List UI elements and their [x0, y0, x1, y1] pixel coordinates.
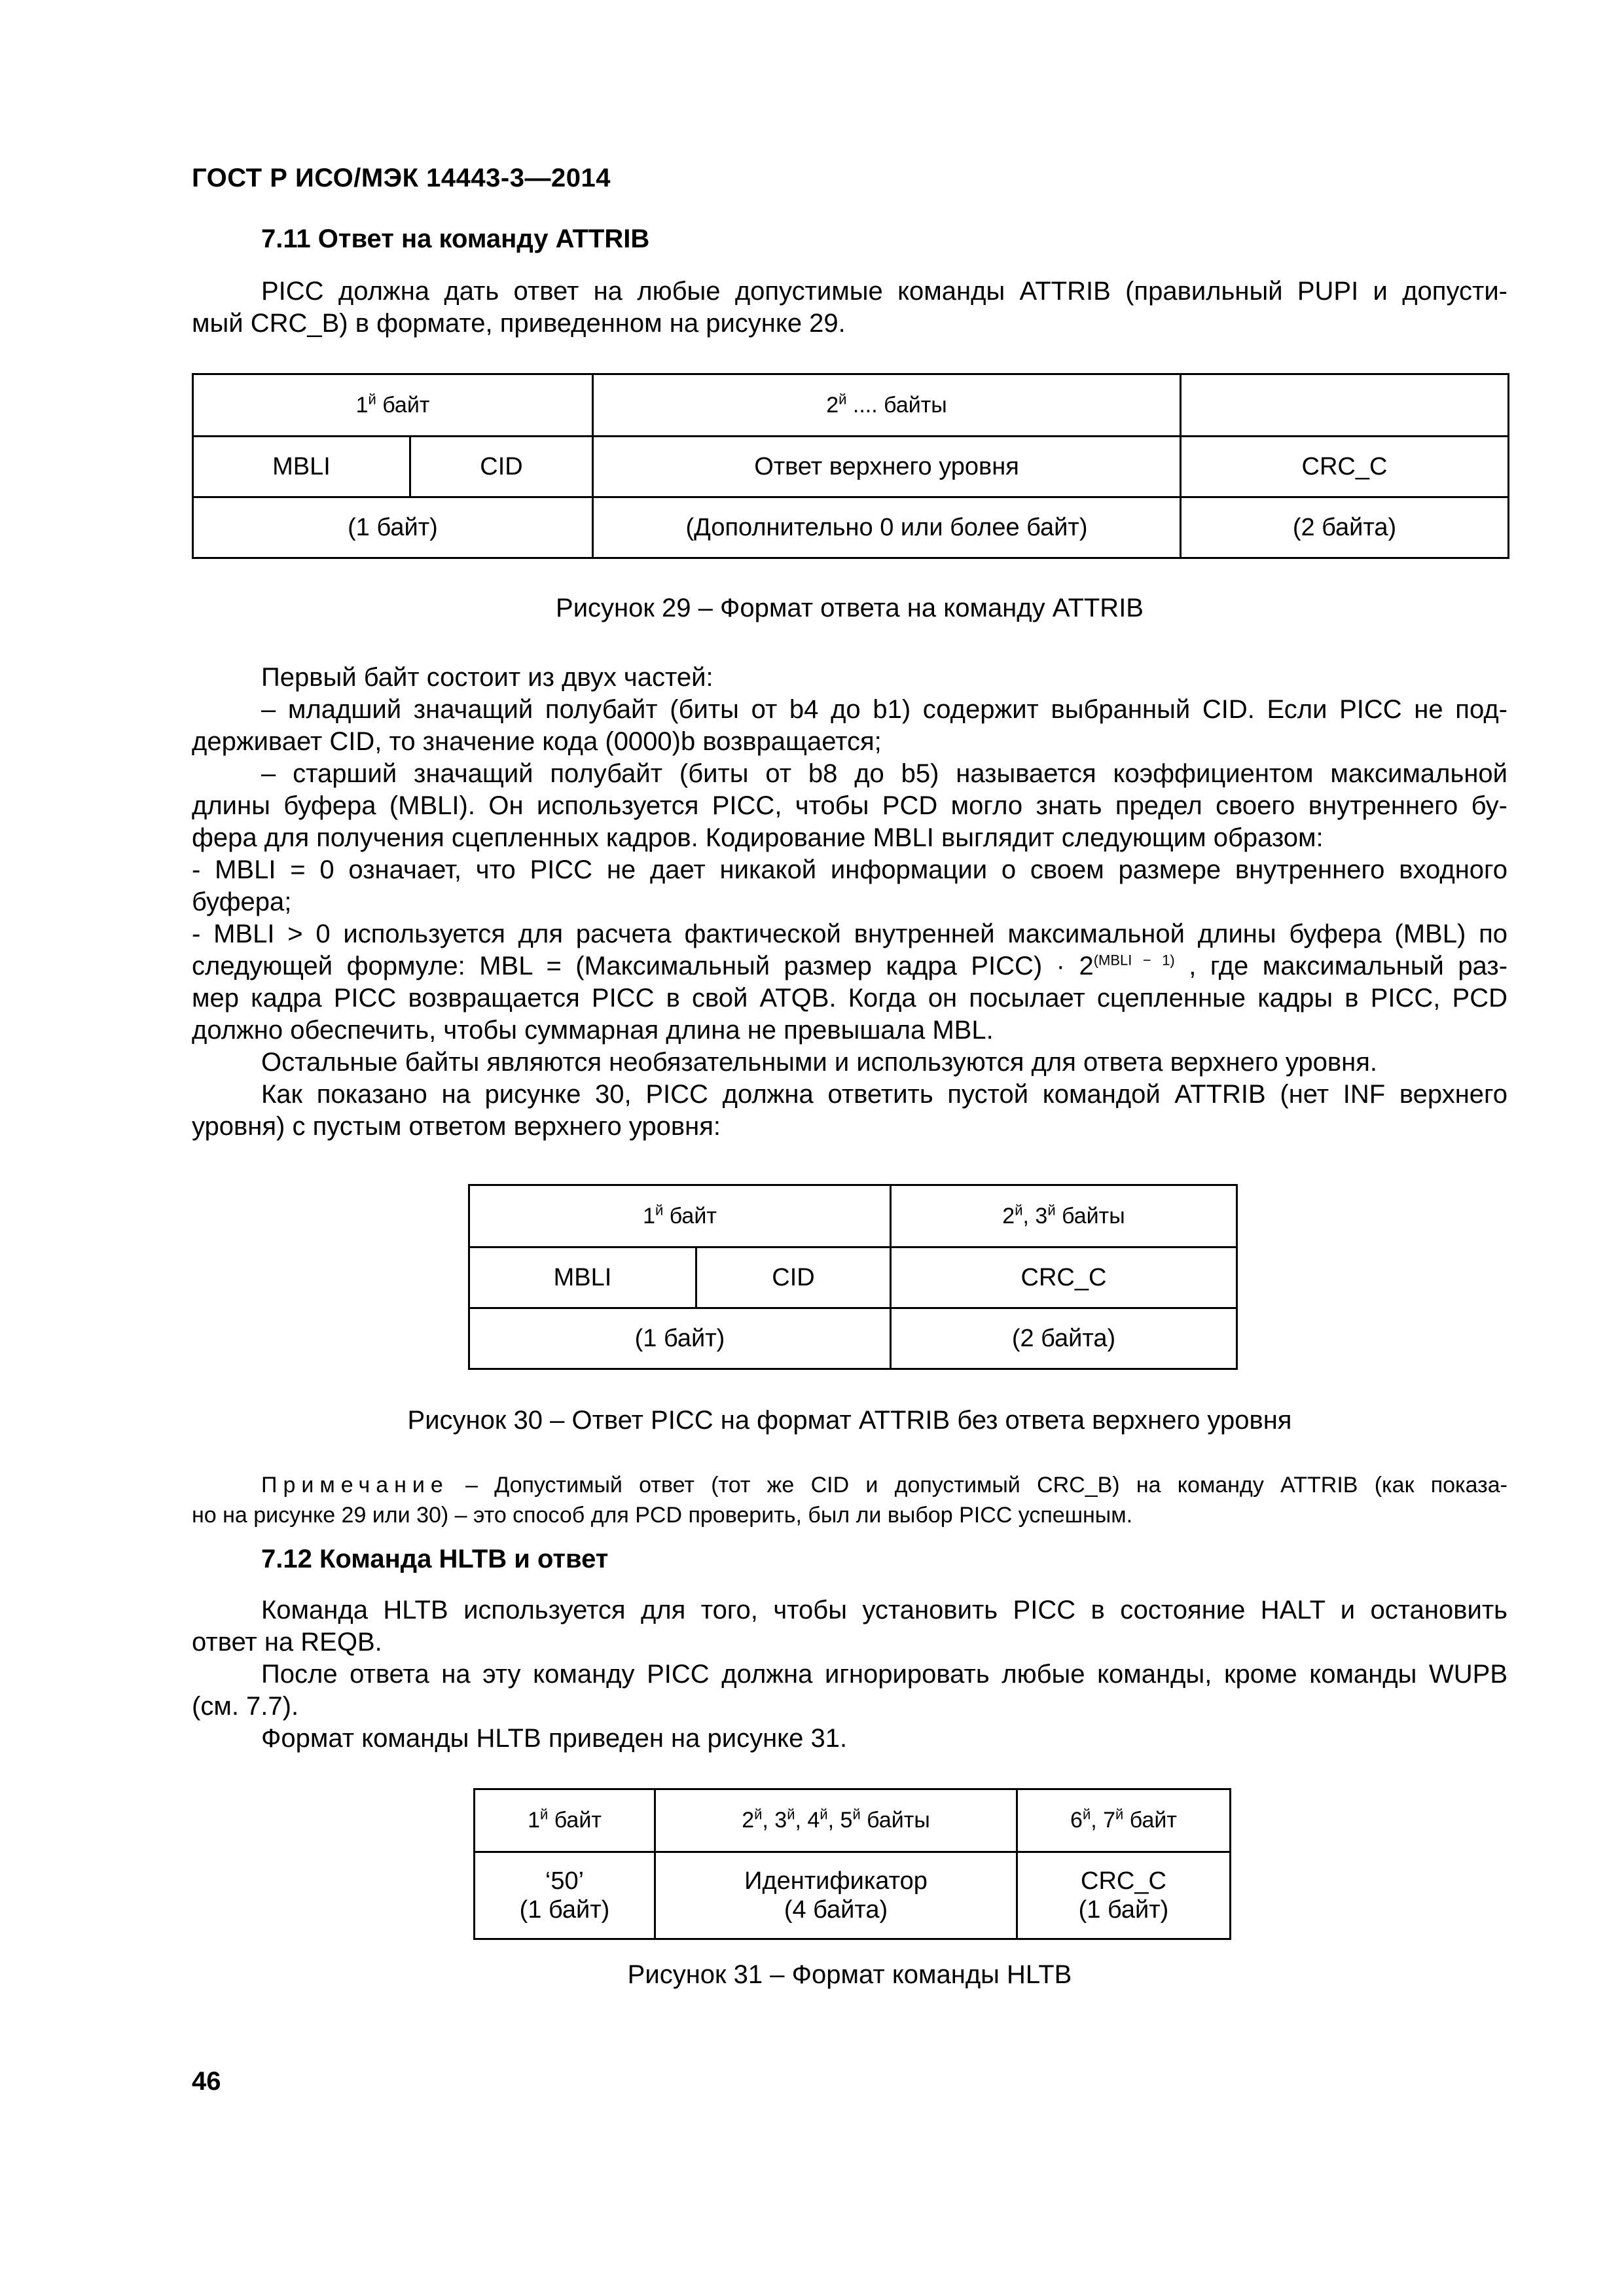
header-bytes-2-3: $2^й$, $3^й$ байты	[891, 1185, 1237, 1247]
header-bytes-2-5: $2^й$, $3^й$, $4^й$, $5^й$ байты	[655, 1789, 1017, 1852]
note-block	[192, 1470, 1507, 1530]
other-bytes-line: Остальные байты являются необязательными и используются для ответа верхнего уровня.	[261, 1048, 1378, 1077]
cell-extra-bytes: (Дополнительно 0 или более байт)	[593, 497, 1181, 558]
document-header: ГОСТ Р ИСО/МЭК 14443-3—2014	[192, 164, 611, 192]
header-bytes-6-7: $6^й$, $7^й$ байт	[1017, 1789, 1231, 1852]
header-empty	[1181, 374, 1509, 437]
section-7-11-intro	[192, 276, 1507, 340]
mbli-positive-line-3: мер кадра PICC возвращается PICC в свой ATQB. Когда он посылает сцепленные кадры в PICC, PCD	[192, 984, 1507, 1013]
table-row	[469, 1308, 1237, 1369]
cell-mbli: MBLI	[469, 1247, 696, 1308]
cell-byte1-size: (1 байт)	[469, 1308, 891, 1369]
lower-nibble-line-2: держивает CID, то значение кода (0000)b возвращается;	[192, 727, 882, 756]
cell-byte1-size: (1 байт)	[193, 497, 593, 558]
upper-nibble-line-1: – старший значащий полубайт (биты от b8 до b5) называется коэффициентом максимальной	[261, 759, 1507, 788]
lower-nibble-line-1: – младший значащий полубайт (биты от b4 до b1) содержит выбранный CID. Если PICC не под-	[261, 695, 1507, 724]
cell-crc: CRC_C (1 байт)	[1017, 1852, 1231, 1939]
cell-mbli: MBLI	[193, 437, 410, 497]
first-byte-line: Первый байт состоит из двух частей:	[261, 663, 713, 692]
table-row	[475, 1852, 1231, 1939]
header-byte-2: $2^й$ .... байты	[593, 374, 1181, 437]
section-7-12-title: 7.12 Команда HLTB и ответ	[261, 1545, 609, 1573]
figure-30-intro-line-2: уровня) с пустым ответом верхнего уровня:	[192, 1112, 721, 1141]
hltb-line-5: Формат команды HLTB приведен на рисунке 31.	[261, 1724, 848, 1753]
header-byte-1: $1^й$ байт	[475, 1789, 655, 1852]
cell-upper-answer: Ответ верхнего уровня	[593, 437, 1181, 497]
section-7-11-title: 7.11 Ответ на команду ATTRIB	[261, 224, 650, 253]
upper-nibble-line-3: фера для получения сцепленных кадров. Кодирование MBLI выглядит следующим образом:	[192, 823, 1324, 852]
table-header-row	[193, 374, 1509, 437]
hltb-line-3: После ответа на эту команду PICC должна игнорировать любые команды, кроме команды WUPB	[261, 1660, 1507, 1689]
cell-crc: CRC_C	[891, 1247, 1237, 1308]
table-row	[469, 1247, 1237, 1308]
hltb-line-1: Команда HLTB используется для того, чтобы установить PICC в состояние HALT и остановить	[261, 1596, 1507, 1624]
figure-30-caption: Рисунок 30 – Ответ PICC на формат ATTRIB без ответа верхнего уровня	[407, 1406, 1292, 1435]
figure-29-caption: Рисунок 29 – Формат ответа на команду ATTRIB	[556, 594, 1144, 622]
cell-crc-size: (2 байта)	[891, 1308, 1237, 1369]
figure-31-table	[473, 1788, 1231, 1940]
table-row	[193, 497, 1509, 558]
note-label: Примечание	[261, 1473, 449, 1498]
cell-crc: CRC_C	[1181, 437, 1509, 497]
header-byte-1: $1^й$ байт	[193, 374, 593, 437]
page-number: 46	[192, 2067, 221, 2096]
figure-31-caption: Рисунок 31 – Формат команды HLTB	[627, 1960, 1072, 1989]
table-row	[193, 437, 1509, 497]
intro-line-2: мый CRC_B) в формате, приведенном на рисунке 29.	[192, 309, 846, 338]
mbli-formula-line: следующей формуле: MBL = (Максимальный размер кадра PICC) · $2^{(MBLI - 1)}$ , где максимальный раз-	[192, 952, 1508, 980]
cell-command-code: ‘50’ (1 байт)	[475, 1852, 655, 1939]
table-header-row	[469, 1185, 1237, 1247]
cell-identifier: Идентификатор (4 байта)	[655, 1852, 1017, 1939]
cell-cid: CID	[696, 1247, 891, 1308]
section-7-12-body	[192, 1594, 1507, 1755]
header-byte-1: $1^й$ байт	[469, 1185, 891, 1247]
formula-exponent: (MBLI − 1)	[1093, 952, 1175, 969]
note-line-1: Примечание – Допустимый ответ (тот же CID и допустимый CRC_B) на команду ATTRIB (как показа-	[261, 1473, 1507, 1498]
figure-29-table	[192, 373, 1509, 559]
upper-nibble-line-2: длины буфера (MBLI). Он используется PICC, чтобы PCD могло знать предел своего внутреннего бу-	[192, 791, 1508, 820]
intro-line-1: PICC должна дать ответ на любые допустимые команды ATTRIB (правильный PUPI и допусти-	[261, 277, 1507, 306]
mbli-zero-line-1: - MBLI = 0 означает, что PICC не дает никакой информации о своем размере внутреннего входного	[192, 855, 1507, 884]
mbli-positive-line-1: - MBLI > 0 используется для расчета фактической внутренней максимальной длины буфера (MBL) по	[192, 920, 1507, 948]
mbli-zero-line-2: буфера;	[192, 888, 292, 916]
hltb-line-4: (см. 7.7).	[192, 1692, 299, 1721]
cell-crc-size: (2 байта)	[1181, 497, 1509, 558]
hltb-line-2: ответ на REQB.	[192, 1628, 382, 1657]
table-header-row	[475, 1789, 1231, 1852]
mbli-positive-line-4: должно обеспечить, чтобы суммарная длина не превышала MBL.	[192, 1016, 994, 1045]
cell-cid: CID	[410, 437, 593, 497]
figure-30-intro-line-1: Как показано на рисунке 30, PICC должна ответить пустой командой ATTRIB (нет INF верхнего	[261, 1080, 1507, 1109]
body-text	[192, 662, 1507, 1143]
figure-30-table	[468, 1184, 1238, 1370]
note-line-2: но на рисунке 29 или 30) – это способ для PCD проверить, был ли выбор PICC успешным.	[192, 1503, 1133, 1528]
